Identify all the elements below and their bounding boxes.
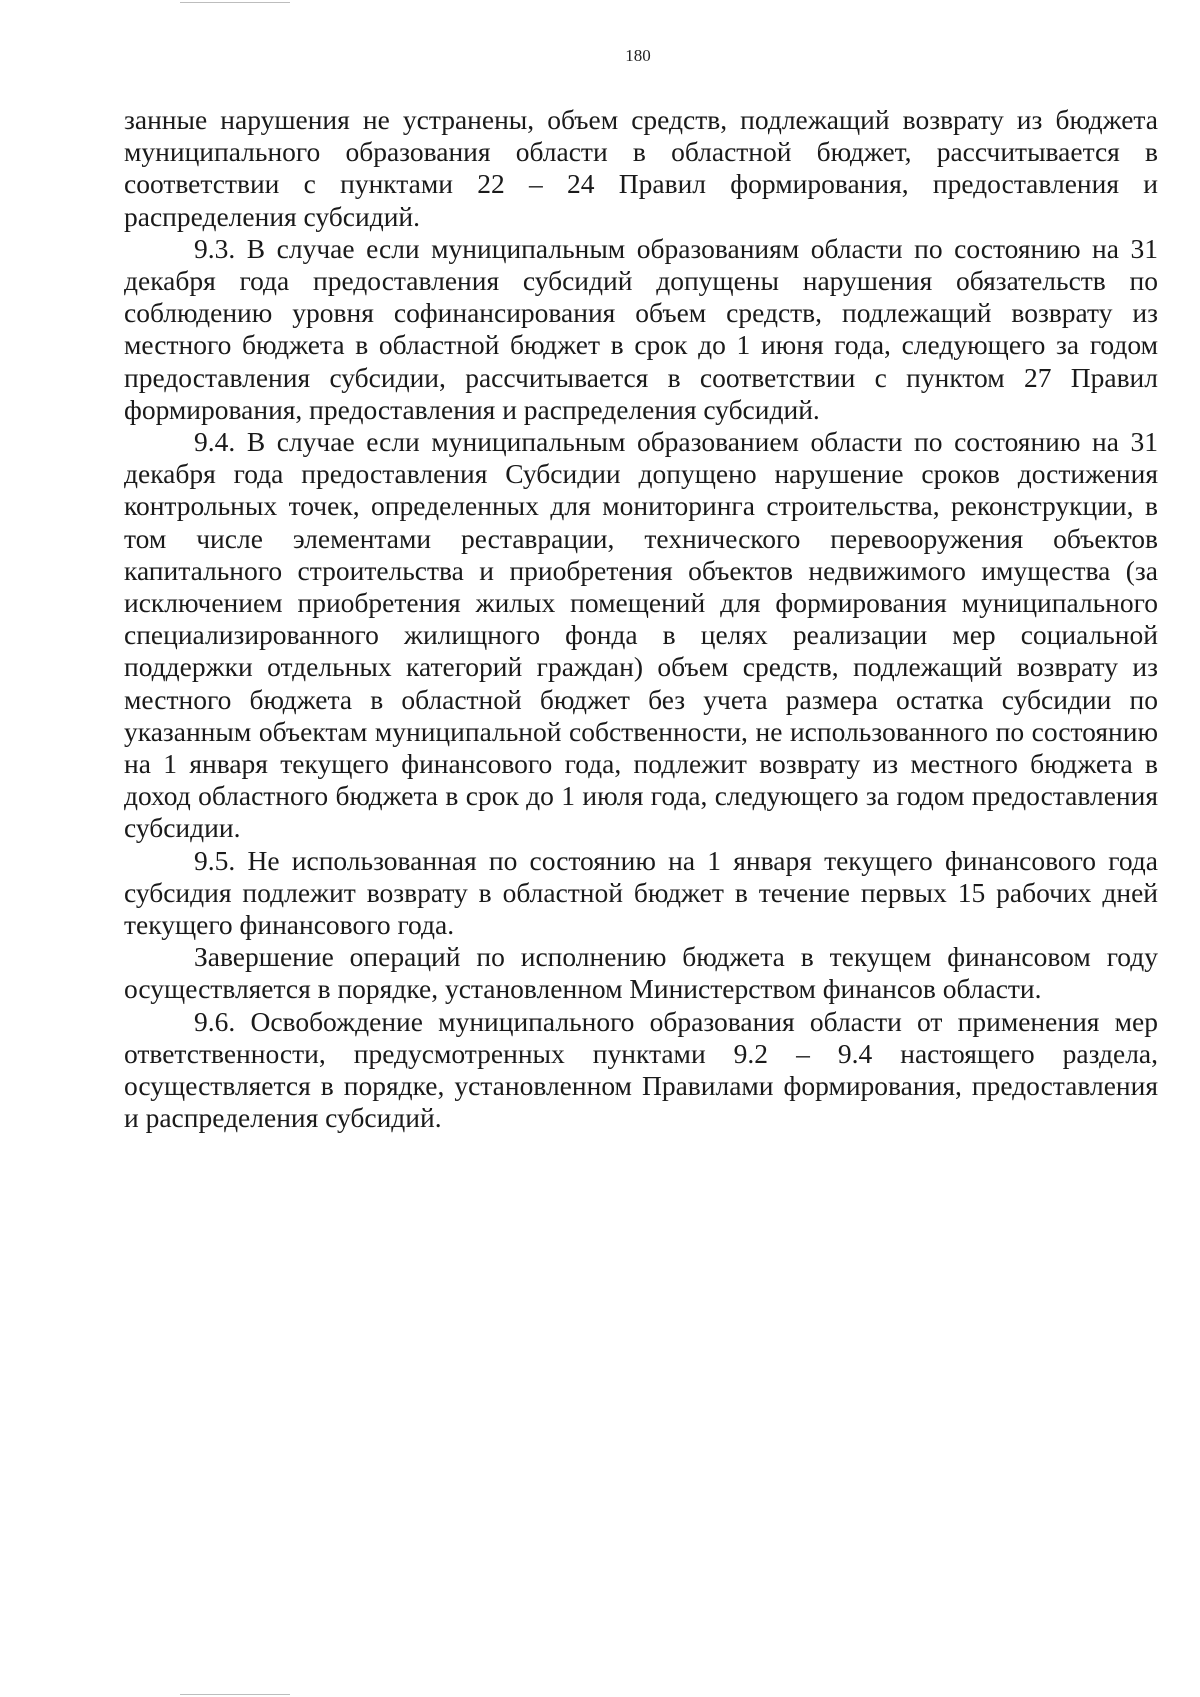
bottom-scan-edge [180,1694,290,1695]
paragraph-9-3: 9.3. В случае если муниципальным образованиям области по состоянию на 31 декабря года предоставления субсидий допущены нарушения обязательств по соблюдению уровня софинансирования объем средств, подлежащий возврату из местного бюджета в областной бюджет в срок до 1 июня года, следующего за годом предоставления субсидии, рассчитывается в соответствии с пунктом 27 Правил формирования, предоставления и распределения субсидий. [124,232,1158,425]
document-body [124,104,1158,1135]
page-number: 180 [625,46,651,65]
paragraph-9-4: 9.4. В случае если муниципальным образованием области по состоянию на 31 декабря года предоставления Субсидии допущено нарушение сроков достижения контрольных точек, определенных для мониторинга строительства, реконструкции, в том числе элементами реставрации, технического перевооружения объектов капитального строительства и приобретения объектов недвижимого имущества (за исключением приобретения жилых помещений для формирования муниципального специализированного жилищного фонда в целях реализации мер социальной поддержки отдельных категорий граждан) объем средств, подлежащий возврату из местного бюджета в областной бюджет без учета размера остатка субсидии по указанным объектам муниципальной собственности, не использованного по состоянию на 1 января текущего финансового года, подлежит возврату из местного бюджета в доход областного бюджета в срок до 1 июля года, следующего за годом предоставления субсидии. [124,426,1158,844]
paragraph-budget-completion: Завершение операций по исполнению бюджета в текущем финансовом году осуществляется в порядке, установленном Министерством финансов области. [124,941,1158,1005]
top-scan-edge [180,2,290,3]
paragraph-9-5: 9.5. Не использованная по состоянию на 1 января текущего финансового года субсидия подлежит возврату в областной бюджет в течение первых 15 рабочих дней текущего финансового года. [124,844,1158,941]
paragraph-9-6: 9.6. Освобождение муниципального образования области от применения мер ответственности, предусмотренных пунктами 9.2 – 9.4 настоящего раздела, осуществляется в порядке, установленном Правилами формирования, предоставления и распределения субсидий. [124,1005,1158,1134]
paragraph-continuation: занные нарушения не устранены, объем средств, подлежащий возврату из бюджета муниципального образования области в областной бюджет, рассчитывается в соответствии с пунктами 22 – 24 Правил формирования, предоставления и распределения субсидий. [124,104,1158,232]
